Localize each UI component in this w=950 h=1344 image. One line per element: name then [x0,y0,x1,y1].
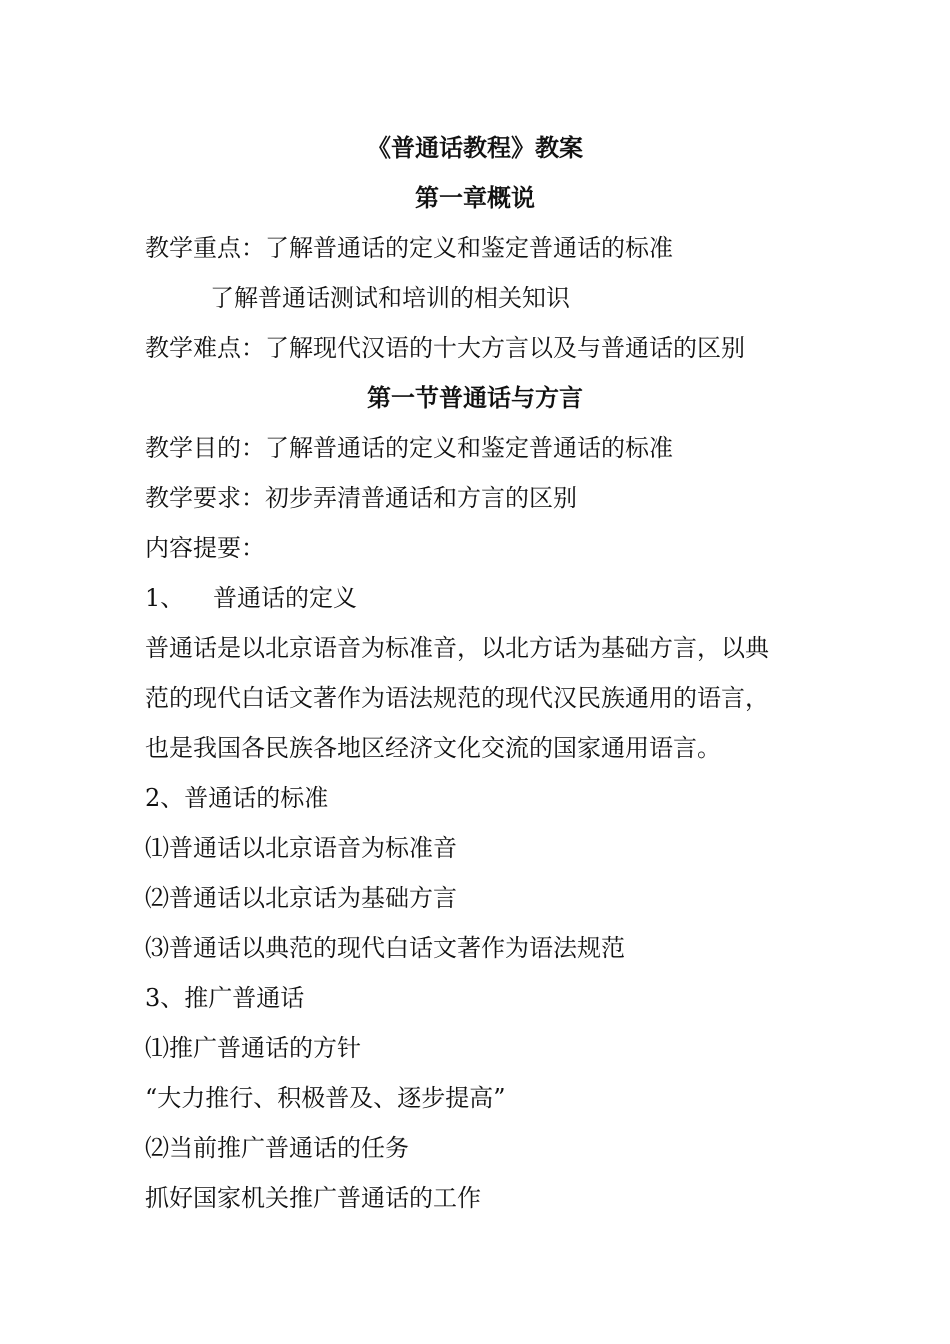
policy-quote: “大力推行、积极普及、逐步提高” [145,1084,506,1112]
list-number: 1、 [145,584,185,612]
standard-item-3: ⑶普通话以典范的现代白话文著作为语法规范 [145,934,625,962]
teaching-purpose-line [145,428,673,468]
section-title: 第一节普通话与方言 [367,383,583,412]
promotion-heading: 3、推广普通话 [145,984,305,1012]
teaching-purpose-text: 了解普通话的定义和鉴定普通话的标准 [265,434,673,462]
standards-heading: 2、普通话的标准 [145,784,329,812]
definition-line-1: 普通话是以北京语音为标准音，以北方话为基础方言，以典 [145,634,769,662]
list-item-definition [145,578,357,618]
content-summary-label: 内容提要： [145,534,265,562]
teaching-difficulty-label: 教学难点： [145,334,265,362]
standard-item-1: ⑴普通话以北京语音为标准音 [145,834,457,862]
standard-item-2: ⑵普通话以北京话为基础方言 [145,884,457,912]
teaching-difficulty-text: 了解现代汉语的十大方言以及与普通话的区别 [265,334,745,362]
task-text: 抓好国家机关推广普通话的工作 [145,1184,481,1212]
teaching-focus-line [145,228,673,268]
teaching-requirement-text: 初步弄清普通话和方言的区别 [265,484,577,512]
teaching-requirement-label: 教学要求： [145,484,265,512]
teaching-focus-text: 了解普通话的定义和鉴定普通话的标准 [265,234,673,262]
teaching-focus-second: 了解普通话测试和培训的相关知识 [210,284,570,312]
task-heading: ⑵当前推广普通话的任务 [145,1134,409,1162]
definition-line-3: 也是我国各民族各地区经济文化交流的国家通用语言。 [145,734,721,762]
document-title: 《普通话教程》教案 [367,133,583,162]
teaching-purpose-label: 教学目的： [145,434,265,462]
definition-line-2: 范的现代白话文著作为语法规范的现代汉民族通用的语言， [145,684,769,712]
teaching-focus-label: 教学重点： [145,234,265,262]
list-item-title: 普通话的定义 [213,584,357,612]
teaching-requirement-line [145,478,577,518]
policy-heading: ⑴推广普通话的方针 [145,1034,361,1062]
teaching-difficulty-line [145,328,745,368]
chapter-title: 第一章概说 [415,183,535,212]
